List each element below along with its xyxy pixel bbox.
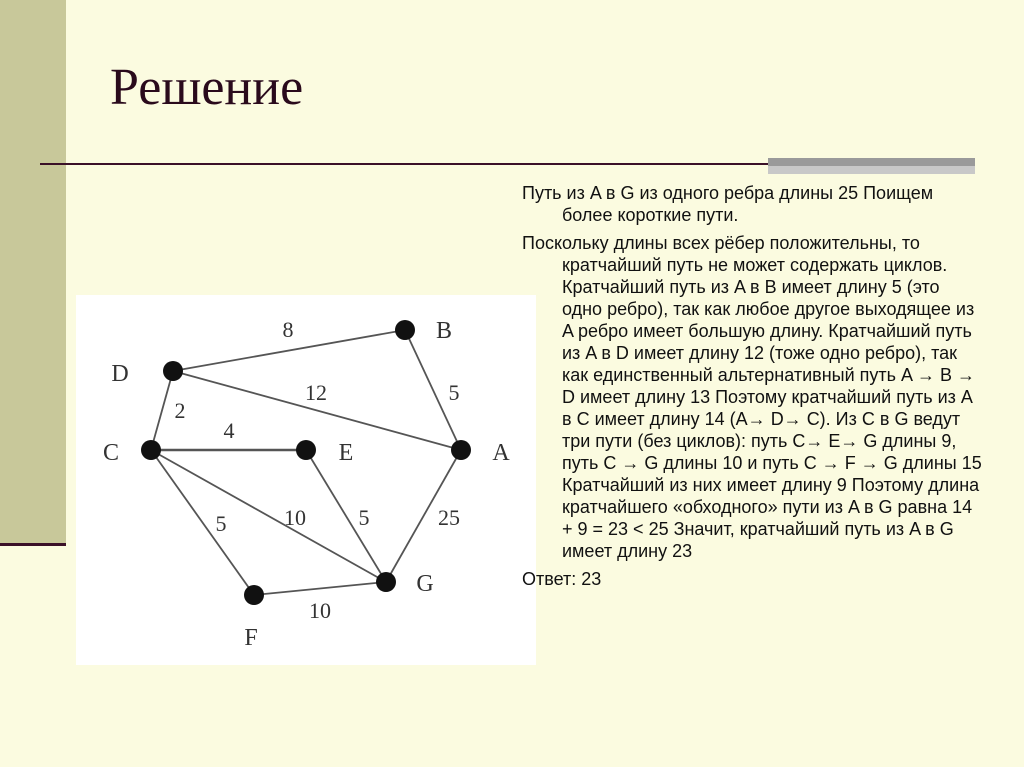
node-label-g: G	[416, 571, 434, 597]
solution-paragraph-2: Поскольку длины всех рёбер положительны, то кратчайший путь не может содержать циклов. Кратчайший путь из A в B имеет длину 5 (это одно ребро), так как любое другое выходящее из A ребро имеет большую длину. Кратчайший путь из A в D имеет длину 12 (тоже одно ребро), так как единственный альтернативный путь A → B → D имеет длину 13 Поэтому кратчайший путь из A в C имеет длину 14 (A→ D→ C). Из C в G ведут три пути (без циклов): путь C→ E→ G длины 9, путь C → G длины 10 и путь C → F → G длины 15 Кратчайший из них имеет длину 9 Поэтому длина кратчайшего «обходного» пути из A в G равна 14 + 9 = 23 < 25 Значит, кратчайший путь из A в G имеет длину 23	[522, 233, 982, 561]
edge-weight-c-e: 4	[223, 418, 235, 443]
solution-paragraph-1: Путь из A в G из одного ребра длины 25 Поищем более короткие пути.	[522, 183, 934, 225]
graph-nodes	[103, 318, 510, 651]
edge-weight-b-a: 5	[448, 380, 460, 405]
graph-panel	[76, 295, 536, 665]
edge-weight-a-g: 25	[438, 505, 460, 530]
edge-c-g	[151, 450, 386, 582]
node-g	[376, 572, 396, 592]
node-label-a: A	[492, 440, 510, 466]
edge-c-f	[151, 450, 254, 595]
solution-text	[522, 182, 982, 596]
edge-weight-d-c: 2	[174, 398, 186, 423]
node-a	[451, 440, 471, 460]
side-bar-rule	[0, 543, 66, 546]
node-c	[141, 440, 161, 460]
node-label-e: E	[338, 440, 354, 466]
node-b	[395, 320, 415, 340]
slide-title: Решение	[110, 59, 304, 116]
edge-weight-d-a: 12	[305, 380, 327, 405]
answer-line: Ответ: 23	[522, 569, 602, 589]
edge-e-g	[306, 450, 386, 582]
node-label-b: B	[435, 318, 453, 344]
node-d	[163, 361, 183, 381]
node-e	[296, 440, 316, 460]
edge-weight-e-g: 5	[358, 505, 370, 530]
graph-edges	[151, 317, 461, 623]
edge-weight-d-b: 8	[282, 317, 294, 342]
edge-weight-f-g: 10	[309, 598, 331, 623]
graph-diagram	[76, 295, 536, 665]
edge-weight-c-g: 10	[284, 505, 306, 530]
side-bar	[0, 0, 66, 545]
edge-f-g	[254, 582, 386, 595]
node-label-d: D	[111, 361, 129, 387]
title-rule-accent	[768, 158, 975, 174]
node-f	[244, 585, 264, 605]
edge-d-c	[151, 371, 173, 450]
node-label-f: F	[244, 625, 258, 651]
edge-weight-c-f: 5	[215, 511, 227, 536]
node-label-c: C	[102, 440, 120, 466]
